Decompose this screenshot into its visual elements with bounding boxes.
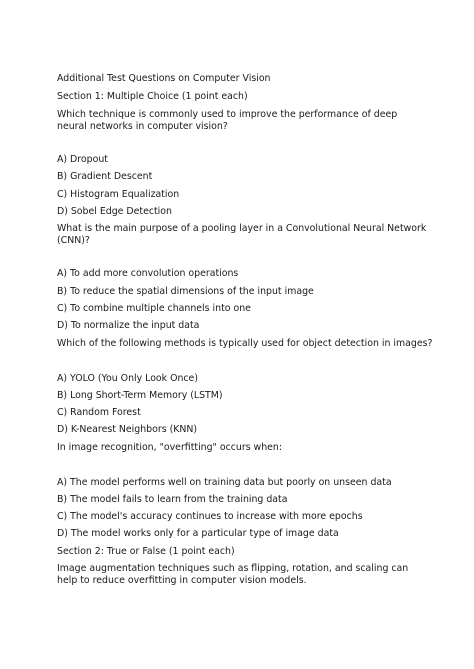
q2-option-a: A) To add more convolution operations	[57, 268, 239, 279]
q3-option-b: B) Long Short-Term Memory (LSTM)	[57, 390, 223, 401]
q2-option-c: C) To combine multiple channels into one	[57, 303, 251, 314]
question-3: Which of the following methods is typically used for object detection in images?	[57, 338, 433, 349]
true-false-1: Image augmentation techniques such as flipping, rotation, and scaling can help to reduce overfitting in computer vision models.	[57, 563, 409, 586]
q1-option-a: A) Dropout	[57, 154, 108, 165]
q1-option-b: B) Gradient Descent	[57, 171, 153, 182]
q4-option-a: A) The model performs well on training data but poorly on unseen data	[57, 477, 392, 488]
question-1: Which technique is commonly used to improve the performance of deep neural networks in computer vision?	[57, 109, 398, 132]
q2-option-d: D) To normalize the input data	[57, 320, 200, 331]
q4-option-b: B) The model fails to learn from the training data	[57, 494, 288, 505]
q3-option-a: A) YOLO (You Only Look Once)	[57, 373, 198, 384]
section-heading-1: Section 1: Multiple Choice (1 point each)	[57, 91, 248, 102]
q1-option-d: D) Sobel Edge Detection	[57, 206, 172, 217]
q1-option-c: C) Histogram Equalization	[57, 189, 180, 200]
section-heading-2: Section 2: True or False (1 point each)	[57, 546, 235, 557]
document-title: Additional Test Questions on Computer Vision	[57, 73, 271, 84]
q2-option-b: B) To reduce the spatial dimensions of the input image	[57, 286, 314, 297]
question-4: In image recognition, "overfitting" occurs when:	[57, 442, 283, 453]
q3-option-c: C) Random Forest	[57, 407, 141, 418]
question-2: What is the main purpose of a pooling layer in a Convolutional Neural Network (CNN)?	[57, 223, 427, 246]
q4-option-c: C) The model's accuracy continues to increase with more epochs	[57, 511, 363, 522]
q4-option-d: D) The model works only for a particular type of image data	[57, 528, 339, 539]
q3-option-d: D) K-Nearest Neighbors (KNN)	[57, 424, 198, 435]
